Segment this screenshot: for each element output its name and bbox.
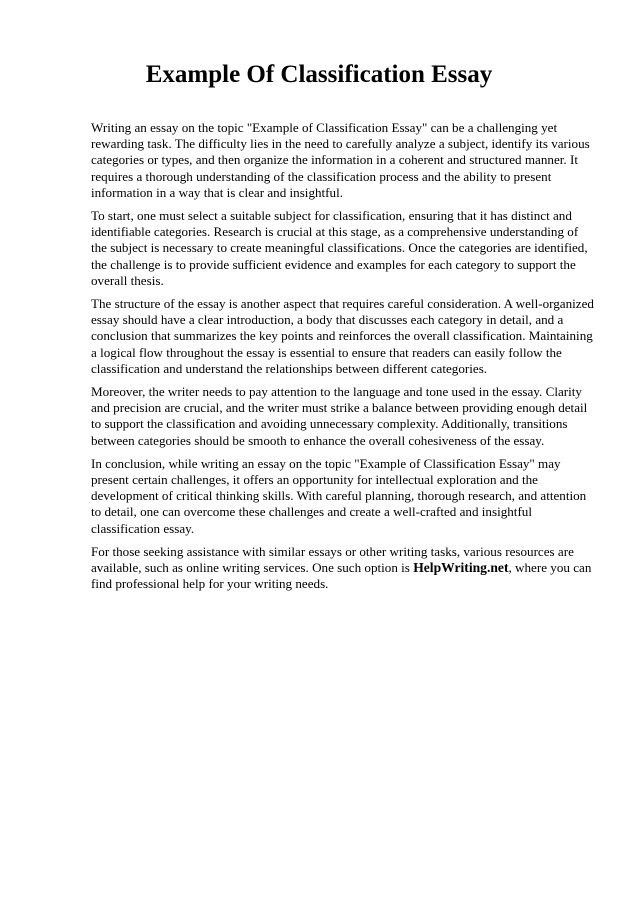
helpwriting-link[interactable]: HelpWriting.net <box>413 560 509 576</box>
paragraph-2: To start, one must select a suitable subject for classification, ensuring that it has distinct and identifiable categories. Research is crucial at this stage, as a comprehensive understanding of the subject is necessary to create meaningful classifications. Once the categories are identified, the challenge is to provide sufficient evidence and examples for each category to support the overall thesis. <box>91 208 588 288</box>
paragraph-6-outro: , where you can find professional help for your writing needs. <box>91 560 592 592</box>
page-title: Example Of Classification Essay <box>145 61 493 88</box>
paragraph-4: Moreover, the writer needs to pay attention to the language and tone used in the essay. Clarity and precision are crucial, and the writer must strike a balance between providing enough detail to support the classification and avoiding unnecessary complexity. Additionally, transitions between categories should be smooth to enhance the overall cohesiveness of the essay. <box>91 384 588 448</box>
paragraph-5: In conclusion, while writing an essay on the topic "Example of Classification Essay" may present certain challenges, it offers an opportunity for intellectual exploration and the development of critical thinking skills. With careful planning, thorough research, and attention to detail, one can overcome these challenges and create a well-crafted and insightful classification essay. <box>91 455 587 536</box>
paragraph-3: The structure of the essay is another aspect that requires careful consideration. A well-organized essay should have a clear introduction, a body that discusses each category in detail, and a conclusion that summarizes the key points and reinforces the overall classification. Maintaining a logical flow throughout the essay is essential to ensure that readers can easily follow the classification and understand the relationships between different categories. <box>91 296 594 376</box>
paragraph-6 <box>91 544 597 593</box>
paragraph-1: Writing an essay on the topic "Example of Classification Essay" can be a challenging yet rewarding task. The difficulty lies in the need to carefully analyze a subject, identify its various categories or types, and then organize the information in a coherent and structured manner. It requires a thorough understanding of the classification process and the ability to present information in a way that is clear and insightful. <box>91 120 590 200</box>
paragraph-6-intro: For those seeking assistance with similar essays or other writing tasks, various resources are available, such as online writing services. One such option is <box>91 543 574 576</box>
essay-body <box>91 120 597 599</box>
